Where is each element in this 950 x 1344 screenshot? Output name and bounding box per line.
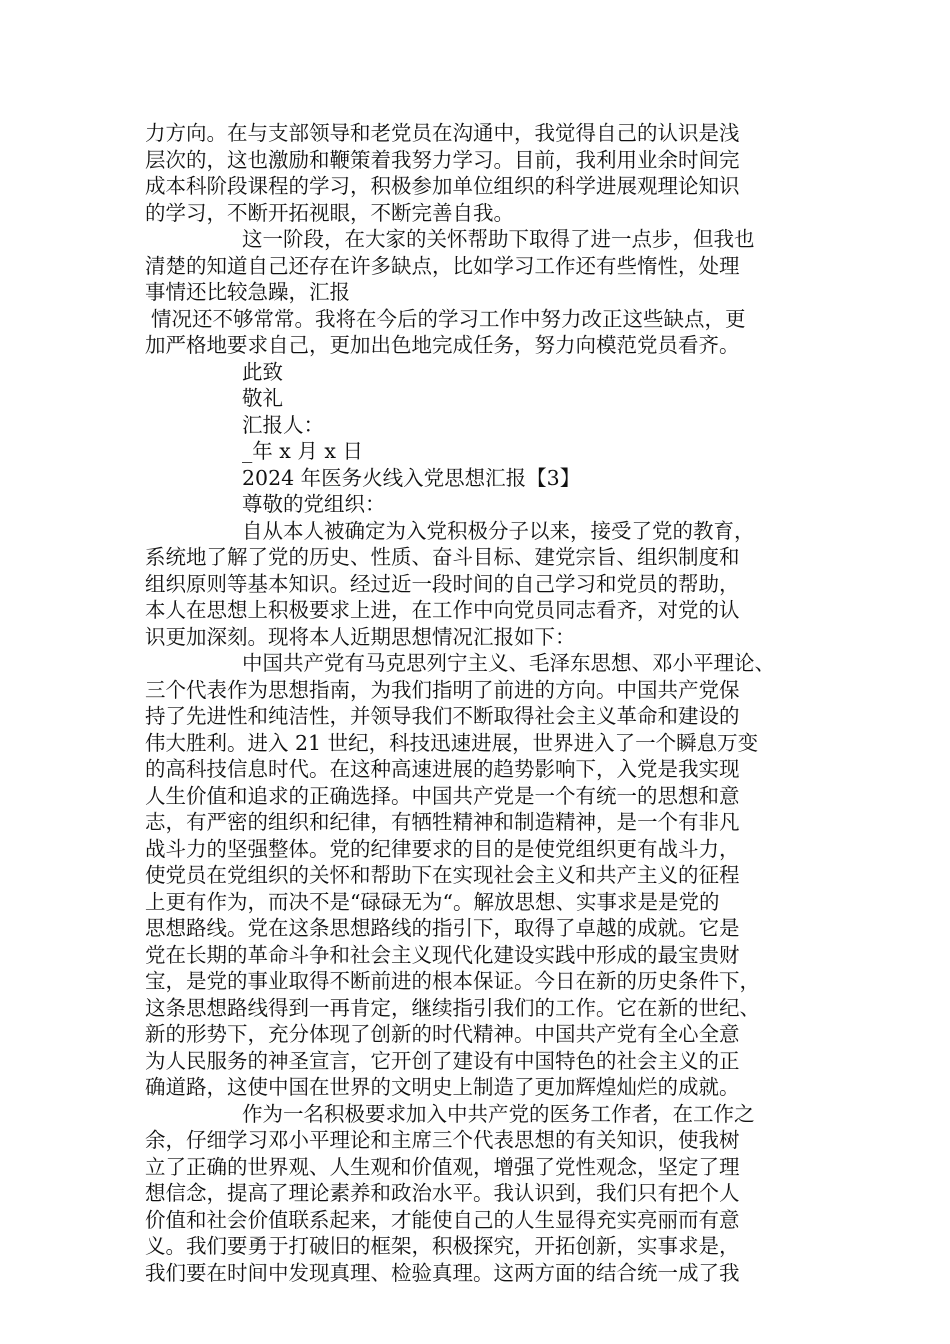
text-line: 为人民服务的神圣宣言，它开创了建设有中国特色的社会主义的正 (145, 1048, 740, 1073)
text-line: 伟大胜利。进入 21 世纪，科技迅速进展，世界进入了一个瞬息万变 (145, 730, 759, 755)
paragraph-first-line: 自从本人被确定为入党积极分子以来，接受了党的教育， (242, 518, 755, 543)
text-line: 三个代表作为思想指南，为我们指明了前进的方向。中国共产党保 (145, 677, 740, 702)
text-line: 加严格地要求自己，更加出色地完成任务，努力向模范党员看齐。 (145, 333, 740, 357)
text-line: 组织原则等基本知识。经过近一段时间的自己学习和党员的帮助， (145, 571, 740, 596)
reporter-label: 汇报人： (242, 412, 324, 437)
text-line: 的高科技信息时代。在这种高速进展的趋势影响下，入党是我实现 (145, 757, 740, 781)
text-line: 这条思想路线得到一再肯定，继续指引我们的工作。它在新的世纪、 (145, 995, 760, 1020)
paragraph-first-line: 中国共产党有马克思列宁主义、毛泽东思想、邓小平理论、 (242, 651, 775, 675)
text-line: 情况还不够常常。我将在今后的学习工作中努力改正这些缺点，更 (151, 306, 746, 331)
text-line: 党在长期的革命斗争和社会主义现代化建设实践中形成的最宝贵财 (145, 942, 740, 967)
text-line: 力方向。在与支部领导和老党员在沟通中，我觉得自己的认识是浅 (145, 121, 740, 145)
text-line: 价值和社会价值联系起来，才能使自己的人生显得充实亮丽而有意 (145, 1207, 740, 1232)
text-line: 立了正确的世界观、人生观和价值观，增强了党性观念，坚定了理 (145, 1154, 740, 1179)
text-line: 层次的，这也激励和鞭策着我努力学习。目前，我利用业余时间完 (145, 147, 740, 172)
section-title: 2024 年医务火线入党思想汇报【3】 (242, 465, 581, 490)
date-line: _年 x 月 x 日 (242, 439, 363, 463)
text-line: 系统地了解了党的历史、性质、奋斗目标、建党宗旨、组织制度和 (145, 545, 740, 569)
document-body (145, 120, 810, 1286)
text-line: 持了先进性和纯洁性，并领导我们不断取得社会主义革命和建设的 (145, 704, 740, 728)
text-line: 人生价值和追求的正确选择。中国共产党是一个有统一的思想和意 (145, 783, 740, 808)
salutation-line: 敬礼 (242, 386, 283, 410)
text-line: 使党员在党组织的关怀和帮助下在实现社会主义和共产主义的征程 (145, 863, 740, 887)
text-line: 识更加深刻。现将本人近期思想情况汇报如下： (145, 624, 576, 649)
paragraph-first-line: 这一阶段，在大家的关怀帮助下取得了进一点步，但我也 (242, 227, 755, 251)
text-line: 义。我们要勇于打破旧的框架，积极探究，开拓创新，实事求是， (145, 1234, 740, 1258)
closing-line: 此致 (242, 359, 283, 384)
paragraph-first-line: 作为一名积极要求加入中共产党的医务工作者，在工作之 (242, 1101, 755, 1126)
text-line: 想信念，提高了理论素养和政治水平。我认识到，我们只有把个人 (145, 1181, 740, 1205)
text-line: 余，仔细学习邓小平理论和主席三个代表思想的有关知识，使我树 (145, 1128, 740, 1152)
text-line: 事情还比较急躁，汇报 (145, 280, 350, 304)
text-line: 思想路线。党在这条思想路线的指引下，取得了卓越的成就。它是 (145, 916, 740, 940)
text-line: 上更有作为，而决不是“碌碌无为“。解放思想、实事求是是党的 (145, 889, 720, 914)
text-line: 宝，是党的事业取得不断前进的根本保证。今日在新的历史条件下， (145, 969, 760, 993)
text-line: 新的形势下，充分体现了创新的时代精神。中国共产党有全心全意 (145, 1022, 740, 1046)
text-line: 本人在思想上积极要求上进，在工作中向党员同志看齐，对党的认 (145, 598, 740, 622)
text-line: 我们要在时间中发现真理、检验真理。这两方面的结合统一成了我 (145, 1260, 740, 1285)
text-line: 战斗力的坚强整体。党的纪律要求的目的是使党组织更有战斗力， (145, 836, 740, 861)
text-line: 清楚的知道自己还存在许多缺点，比如学习工作还有些惰性，处理 (145, 253, 740, 278)
text-line: 成本科阶段课程的学习，积极参加单位组织的科学进展观理论知识 (145, 174, 740, 198)
text-line: 的学习，不断开拓视眼，不断完善自我。 (145, 200, 514, 225)
text-line: 志，有严密的组织和纪律，有牺牲精神和制造精神，是一个有非凡 (145, 810, 740, 834)
greeting-line: 尊敬的党组织： (242, 492, 386, 516)
text-line: 确道路，这使中国在世界的文明史上制造了更加辉煌灿烂的成就。 (145, 1075, 740, 1099)
